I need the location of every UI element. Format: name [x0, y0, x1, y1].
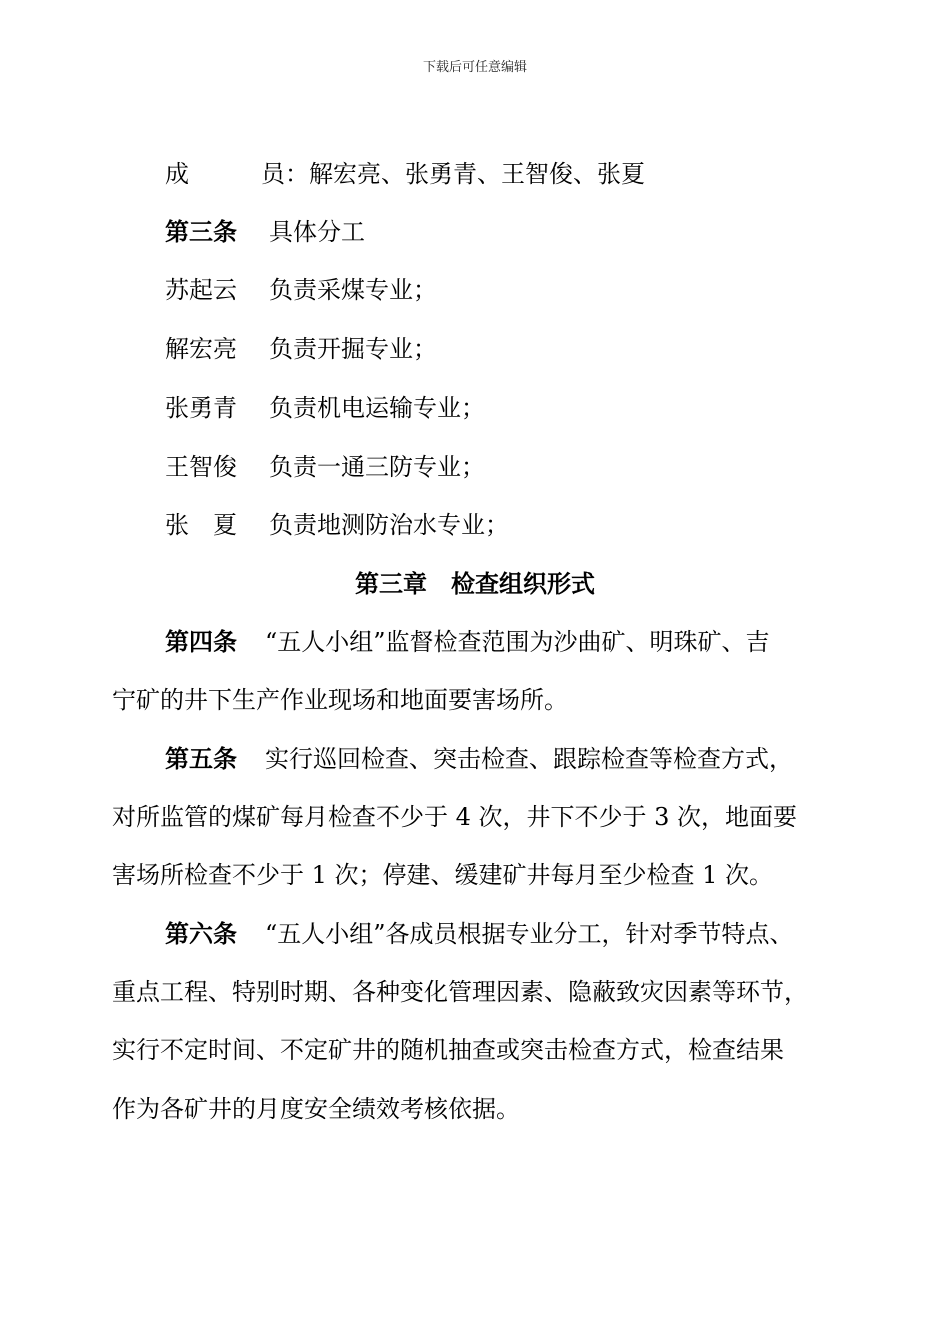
article-3-label: 第三条	[165, 217, 237, 246]
article-3-title: 具体分工	[269, 218, 365, 246]
duty-text: 负责地测防治水专业；	[269, 511, 509, 539]
duty-row	[165, 392, 485, 424]
article-3-line	[165, 216, 365, 248]
duty-row	[165, 509, 509, 541]
chapter-3-heading: 第三章 检查组织形式	[355, 569, 595, 598]
article-4-text: “五人小组”监督检查范围为沙曲矿、明珠矿、吉	[265, 628, 770, 656]
duty-name: 张勇青	[165, 394, 237, 422]
article-6-line-2: 重点工程、特别时期、各种变化管理因素、隐蔽致灾因素等环节，	[112, 978, 808, 1006]
duty-name: 解宏亮	[165, 335, 237, 363]
members-label-b: 员：	[261, 160, 309, 188]
duty-name: 王智俊	[165, 453, 237, 481]
members-names: 解宏亮、张勇青、王智俊、张夏	[309, 160, 645, 188]
article-5-line-2: 对所监管的煤矿每月检查不少于 4 次，井下不少于 3 次，地面要	[112, 803, 798, 831]
article-5-label: 第五条	[165, 744, 237, 773]
article-6-line-1	[165, 918, 794, 950]
article-5-line-1	[165, 743, 793, 775]
duty-row	[165, 274, 437, 306]
article-4-label: 第四条	[165, 627, 237, 656]
page-header: 下载后可任意编辑	[422, 60, 527, 75]
duty-text: 负责一通三防专业；	[269, 453, 485, 481]
article-6-line-4: 作为各矿井的月度安全绩效考核依据。	[112, 1095, 520, 1123]
duty-row	[165, 451, 485, 483]
duty-text: 负责开掘专业；	[269, 335, 437, 363]
article-6-line-3: 实行不定时间、不定矿井的随机抽查或突击检查方式，检查结果	[112, 1036, 784, 1064]
article-5-text: 实行巡回检查、突击检查、跟踪检查等检查方式，	[265, 745, 793, 773]
article-5-line-3: 害场所检查不少于 1 次；停建、缓建矿井每月至少检查 1 次。	[112, 861, 774, 889]
article-6-label: 第六条	[165, 919, 237, 948]
article-4-line-2: 宁矿的井下生产作业现场和地面要害场所。	[112, 686, 568, 714]
article-4-line-1	[165, 626, 770, 658]
article-6-text: “五人小组”各成员根据专业分工，针对季节特点、	[265, 920, 794, 948]
duty-name: 苏起云	[165, 276, 237, 304]
members-label-a: 成	[165, 160, 189, 188]
duty-row	[165, 333, 437, 365]
duty-text: 负责采煤专业；	[269, 276, 437, 304]
members-line	[165, 158, 645, 190]
duty-text: 负责机电运输专业；	[269, 394, 485, 422]
duty-name: 张 夏	[165, 511, 237, 539]
